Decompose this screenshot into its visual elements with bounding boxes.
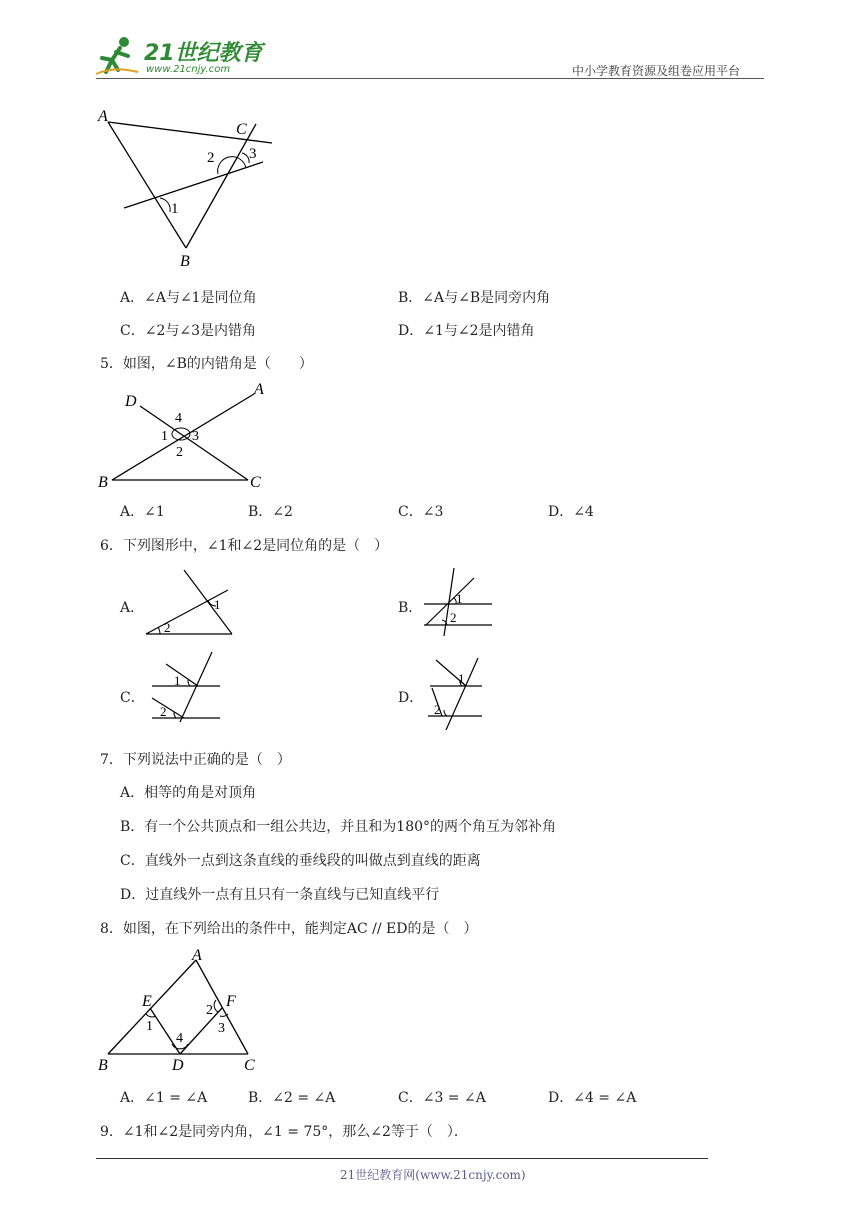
label-d: D — [125, 393, 137, 410]
label-b: B — [98, 1057, 108, 1074]
label-3: 3 — [249, 146, 257, 162]
footer-text[interactable]: 21世纪教育网(www.21cnjy.com) — [340, 1168, 526, 1182]
label-d: D — [172, 1057, 184, 1074]
q7-option-d[interactable]: D．过直线外一点有且只有一条直线与已知直线平行 — [120, 887, 440, 903]
label-3: 3 — [218, 1021, 225, 1036]
q8-figure — [96, 944, 266, 1074]
label-3: 3 — [192, 429, 199, 444]
q7-option-b[interactable]: B．有一个公共顶点和一组公共边，并且和为180°的两个角互为邻补角 — [120, 819, 557, 835]
q6-option-c-figure[interactable] — [148, 648, 224, 724]
label-2: 2 — [160, 704, 167, 719]
q6-option-c-letter[interactable]: C． — [120, 690, 145, 706]
q9-stem: 9．∠1和∠2是同旁内角，∠1 = 75°，那么∠2等于（ ）． — [100, 1124, 468, 1140]
label-b: B — [180, 253, 190, 270]
logo-url: www.21cnjy.com — [146, 64, 231, 75]
label-2: 2 — [450, 610, 457, 625]
label-1: 1 — [456, 591, 463, 606]
q8-option-a[interactable]: A．∠1 = ∠A — [120, 1090, 208, 1106]
label-1: 1 — [458, 671, 465, 686]
q6-option-d-figure[interactable] — [424, 654, 484, 734]
q5-figure — [96, 378, 276, 490]
angle1-arc — [160, 198, 170, 212]
q6-option-b-figure[interactable] — [420, 564, 496, 640]
logo-text: 21世纪教育 — [144, 41, 263, 66]
label-1: 1 — [174, 673, 181, 688]
label-1: 1 — [171, 201, 179, 217]
q7-stem: 7．下列说法中正确的是（ ） — [100, 752, 291, 768]
label-a: A — [192, 947, 202, 964]
line-ab — [108, 122, 186, 248]
label-2: 2 — [207, 150, 215, 166]
runner-logo-icon — [94, 36, 140, 76]
q8-option-c[interactable]: C．∠3 = ∠A — [398, 1090, 486, 1106]
label-c: C — [250, 474, 261, 490]
angle2-arc — [218, 157, 246, 174]
platform-title: 中小学教育资源及组卷应用平台 — [572, 64, 741, 78]
q6-option-b-letter[interactable]: B． — [398, 600, 423, 616]
line-bc — [186, 124, 256, 248]
q6-option-d-letter[interactable]: D． — [398, 690, 424, 706]
q5-option-a[interactable]: A．∠1 — [120, 504, 165, 520]
q7-option-a[interactable]: A．相等的角是对顶角 — [120, 785, 257, 801]
label-a: A — [254, 381, 264, 398]
q6-option-a-letter[interactable]: A． — [120, 600, 145, 616]
q4-option-b[interactable]: B．∠A与∠B是同旁内角 — [398, 290, 551, 306]
label-b: B — [98, 474, 108, 490]
transversal — [124, 162, 263, 208]
label-f: F — [226, 993, 236, 1010]
logo — [94, 34, 264, 78]
q8-option-d[interactable]: D．∠4 = ∠A — [548, 1090, 637, 1106]
label-2: 2 — [434, 702, 441, 717]
label-c: C — [236, 121, 247, 138]
q5-option-d[interactable]: D．∠4 — [548, 504, 594, 520]
label-4: 4 — [175, 411, 182, 426]
label-c: C — [244, 1057, 255, 1074]
label-1: 1 — [161, 429, 168, 444]
q4-option-d[interactable]: D．∠1与∠2是内错角 — [398, 323, 535, 339]
q7-option-c[interactable]: C．直线外一点到这条直线的垂线段的叫做点到直线的距离 — [120, 853, 481, 869]
q4-option-a[interactable]: A．∠A与∠1是同位角 — [120, 290, 257, 306]
q6-stem: 6．下列图形中，∠1和∠2是同位角的是（ ） — [100, 538, 389, 554]
label-4: 4 — [176, 1031, 183, 1046]
label-1: 1 — [214, 597, 221, 612]
line-ac — [196, 960, 248, 1054]
footer-rule — [96, 1158, 708, 1159]
label-a: A — [98, 108, 108, 125]
header-rule — [96, 78, 764, 79]
label-1: 1 — [146, 1019, 153, 1034]
q4-option-c[interactable]: C．∠2与∠3是内错角 — [120, 323, 256, 339]
label-2: 2 — [206, 1003, 213, 1018]
q5-option-b[interactable]: B．∠2 — [248, 504, 293, 520]
q5-option-c[interactable]: C．∠3 — [398, 504, 444, 520]
label-2: 2 — [176, 445, 183, 460]
q8-stem: 8．如图，在下列给出的条件中，能判定AC // ED的是（ ） — [100, 921, 478, 937]
q5-stem: 5．如图，∠B的内错角是（ ） — [100, 356, 313, 372]
q4-figure — [96, 100, 286, 272]
q8-option-b[interactable]: B．∠2 = ∠A — [248, 1090, 336, 1106]
q6-option-a-figure[interactable] — [140, 566, 240, 638]
label-e: E — [142, 993, 152, 1010]
label-2: 2 — [164, 620, 171, 635]
